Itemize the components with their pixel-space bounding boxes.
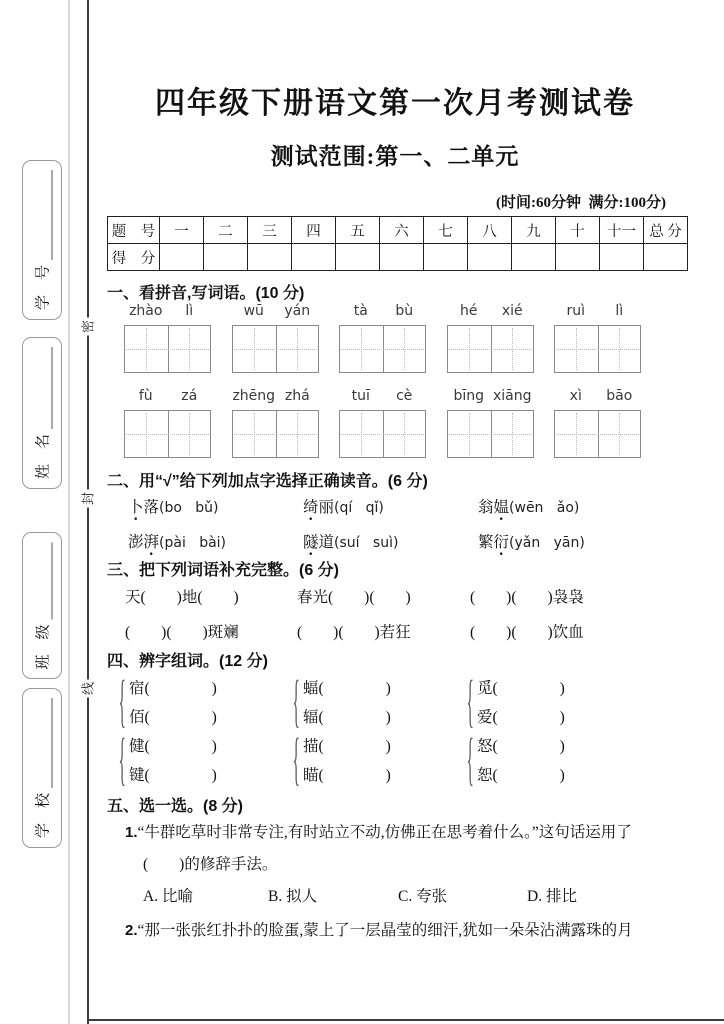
exam-meta: (时间:60分钟 满分:100分) <box>496 195 666 211</box>
pinyin-syllable: zhào <box>129 303 163 319</box>
pinyin-word <box>447 388 534 458</box>
pinyin-syllable: bù <box>395 303 414 319</box>
idiom-blank-item[interactable]: ( )( )袅袅 <box>470 589 584 606</box>
pinyin-word <box>124 388 211 458</box>
writing-box[interactable] <box>339 410 426 458</box>
page-subtitle: 测试范围:第一、二单元 <box>270 144 520 169</box>
char: 翁 <box>478 499 494 516</box>
score-cell[interactable] <box>468 244 512 271</box>
question-1-line-1 <box>125 820 632 842</box>
col-header: 七 <box>424 217 468 244</box>
student-id-fill-line[interactable] <box>35 170 53 260</box>
question-text: “牛群吃草时非常专注,有时站立不动,仿佛正在思考着什么。”这句话运用了 <box>137 824 632 841</box>
pinyin-word <box>554 388 641 458</box>
section-3-heading: 三、把下列词语补充完整。(6 分) <box>107 562 340 579</box>
option-a[interactable]: A. 比喻 <box>143 888 193 905</box>
phonetic-item[interactable] <box>128 495 219 517</box>
phonetic-options[interactable]: (qí qǐ) <box>334 500 384 516</box>
brace-icon <box>293 727 303 795</box>
char: 繁 <box>478 534 494 551</box>
col-header: 九 <box>512 217 556 244</box>
char: 道 <box>318 534 335 551</box>
writing-box[interactable] <box>124 410 211 458</box>
score-cell[interactable] <box>292 244 336 271</box>
bottom-border-line <box>87 1019 724 1021</box>
dotted-char: 卜 <box>128 499 144 516</box>
word-blank[interactable]: 键( ) <box>129 767 217 784</box>
section-4-heading: 四、辨字组词。(12 分) <box>107 653 268 670</box>
writing-box[interactable] <box>339 325 426 373</box>
name-fill-line[interactable] <box>35 347 53 429</box>
col-header: 二 <box>204 217 248 244</box>
phonetic-options[interactable]: (wēn ǎo) <box>509 500 580 516</box>
pinyin-syllable: fù <box>138 388 153 404</box>
writing-box[interactable] <box>447 410 534 458</box>
word-pair[interactable] <box>292 732 391 790</box>
question-number: 2. <box>125 922 138 939</box>
option-c[interactable]: C. 夸张 <box>398 888 448 905</box>
col-header: 总 分 <box>644 217 688 244</box>
idiom-blank-item[interactable]: 天( )地( ) <box>125 589 239 606</box>
pinyin-syllable: tà <box>353 303 368 319</box>
pinyin-syllable: zhá <box>284 388 310 404</box>
sidebar-field-student-id <box>22 160 62 320</box>
idiom-blank-item[interactable]: ( )( )斑斓 <box>125 624 239 641</box>
section-1-heading: 一、看拼音,写词语。(10 分) <box>107 285 305 302</box>
char: 丽 <box>318 499 335 516</box>
score-cell[interactable] <box>600 244 644 271</box>
word-blank[interactable]: 佰( ) <box>129 709 217 726</box>
school-fill-line[interactable] <box>35 698 53 788</box>
col-header: 三 <box>248 217 292 244</box>
pinyin-syllable: bīng <box>453 388 485 404</box>
idiom-blank-item[interactable]: ( )( )若狂 <box>297 624 411 641</box>
seal-line <box>87 0 89 1024</box>
word-blank[interactable]: 宿( ) <box>129 680 217 697</box>
phonetic-item[interactable] <box>303 530 398 552</box>
score-cell[interactable] <box>512 244 556 271</box>
idiom-blank-item[interactable]: ( )( )饮血 <box>470 624 584 641</box>
char: 澎 <box>128 534 144 551</box>
sidebar-field-class <box>22 532 62 679</box>
page-title: 四年级下册语文第一次月考测试卷 <box>155 87 635 120</box>
pinyin-syllable: zhēng <box>232 388 276 404</box>
word-pair[interactable] <box>466 674 565 732</box>
phonetic-item[interactable] <box>478 495 579 517</box>
col-header: 八 <box>468 217 512 244</box>
pinyin-syllable: lì <box>615 303 624 319</box>
writing-box[interactable] <box>554 410 641 458</box>
phonetic-options[interactable]: (bo bǔ) <box>159 500 219 516</box>
score-label: 得 分 <box>108 244 160 271</box>
col-header: 一 <box>160 217 204 244</box>
question-1-line-2[interactable]: ( )的修辞手法。 <box>143 856 278 873</box>
pinyin-syllable: xì <box>569 388 582 404</box>
question-number: 1. <box>125 824 138 841</box>
dotted-char: 媪 <box>493 499 510 516</box>
writing-box[interactable] <box>554 325 641 373</box>
dotted-char: 隧 <box>303 534 319 551</box>
pinyin-syllable: wū <box>243 303 264 319</box>
writing-box[interactable] <box>447 325 534 373</box>
word-blank[interactable]: 健( ) <box>129 738 217 755</box>
pinyin-syllable: zá <box>181 388 198 404</box>
dotted-char: 绮 <box>303 499 319 516</box>
brace-icon <box>119 727 129 795</box>
question-2-line-1 <box>125 918 633 940</box>
score-cell[interactable] <box>380 244 424 271</box>
col-header: 四 <box>292 217 336 244</box>
word-blank[interactable]: 辐( ) <box>303 709 391 726</box>
score-cell[interactable] <box>248 244 292 271</box>
pinyin-syllable: hé <box>460 303 478 319</box>
word-blank[interactable]: 爱( ) <box>477 709 565 726</box>
student-id-label: 学 号 <box>35 264 52 310</box>
phonetic-options[interactable]: (suí suì) <box>334 535 399 551</box>
brace-icon <box>467 727 477 795</box>
score-table <box>107 216 688 271</box>
writing-box[interactable] <box>124 325 211 373</box>
score-cell[interactable] <box>160 244 204 271</box>
section-2-heading: 二、用“√”给下列加点字选择正确读音。(6 分) <box>107 473 428 490</box>
name-label: 姓 名 <box>35 433 52 479</box>
school-label: 学 校 <box>35 792 52 838</box>
idiom-blank-item[interactable]: 春光( )( ) <box>297 589 411 606</box>
margin-line <box>68 0 70 1024</box>
dotted-char: 湃 <box>143 534 160 551</box>
word-pair[interactable] <box>292 674 391 732</box>
col-header: 六 <box>380 217 424 244</box>
question-text: “那一张张红扑扑的脸蛋,蒙上了一层晶莹的细汗,犹如一朵朵沾满露珠的月 <box>137 922 633 939</box>
word-pair[interactable] <box>118 732 217 790</box>
col-header: 十一 <box>600 217 644 244</box>
seal-char-feng: 封 <box>78 490 99 508</box>
word-blank[interactable]: 觅( ) <box>477 680 565 697</box>
score-table-score-row <box>108 244 688 271</box>
class-label: 班 级 <box>35 623 52 669</box>
pinyin-syllable: yán <box>284 303 311 319</box>
pinyin-syllable: xié <box>501 303 523 319</box>
pinyin-word <box>124 303 211 373</box>
pinyin-syllable: lì <box>185 303 194 319</box>
phonetic-options[interactable]: (pài bài) <box>159 535 227 551</box>
col-header: 五 <box>336 217 380 244</box>
pinyin-word <box>232 303 319 373</box>
dotted-char: 衍 <box>493 534 510 551</box>
score-cell[interactable] <box>336 244 380 271</box>
score-cell[interactable] <box>204 244 248 271</box>
word-blank[interactable]: 蝠( ) <box>303 680 391 697</box>
option-b[interactable]: B. 拟人 <box>268 888 318 905</box>
pinyin-word <box>339 388 426 458</box>
pinyin-word <box>554 303 641 373</box>
writing-box[interactable] <box>232 410 319 458</box>
section-5-heading: 五、选一选。(8 分) <box>107 798 244 815</box>
pinyin-syllable: bāo <box>606 388 633 404</box>
writing-box[interactable] <box>232 325 319 373</box>
pinyin-syllable: ruì <box>566 303 586 319</box>
score-cell[interactable] <box>644 244 688 271</box>
pinyin-word <box>232 388 319 458</box>
sidebar-field-name <box>22 337 62 489</box>
phonetic-item[interactable] <box>478 530 585 552</box>
pinyin-word <box>339 303 426 373</box>
seal-char-xian: 线 <box>78 680 99 698</box>
char: 落 <box>143 499 160 516</box>
score-cell[interactable] <box>556 244 600 271</box>
pinyin-syllable: cè <box>396 388 413 404</box>
word-pair[interactable] <box>466 732 565 790</box>
phonetic-options[interactable]: (yǎn yān) <box>509 535 585 551</box>
word-blank[interactable]: 恕( ) <box>477 767 565 784</box>
score-cell[interactable] <box>424 244 468 271</box>
pinyin-word <box>447 303 534 373</box>
word-blank[interactable]: 瞄( ) <box>303 767 391 784</box>
class-fill-line[interactable] <box>35 542 53 619</box>
score-table-header-row <box>108 217 688 244</box>
pinyin-syllable: tuī <box>351 388 370 404</box>
question-number-label: 题 号 <box>108 217 160 244</box>
word-blank[interactable]: 描( ) <box>303 738 391 755</box>
phonetic-item[interactable] <box>303 495 384 517</box>
phonetic-item[interactable] <box>128 530 226 552</box>
word-pair[interactable] <box>118 674 217 732</box>
sidebar-field-school <box>22 688 62 848</box>
word-blank[interactable]: 怒( ) <box>477 738 565 755</box>
col-header: 十 <box>556 217 600 244</box>
pinyin-syllable: xiāng <box>492 388 532 404</box>
option-d[interactable]: D. 排比 <box>527 888 577 905</box>
seal-char-mi: 密 <box>78 318 99 336</box>
